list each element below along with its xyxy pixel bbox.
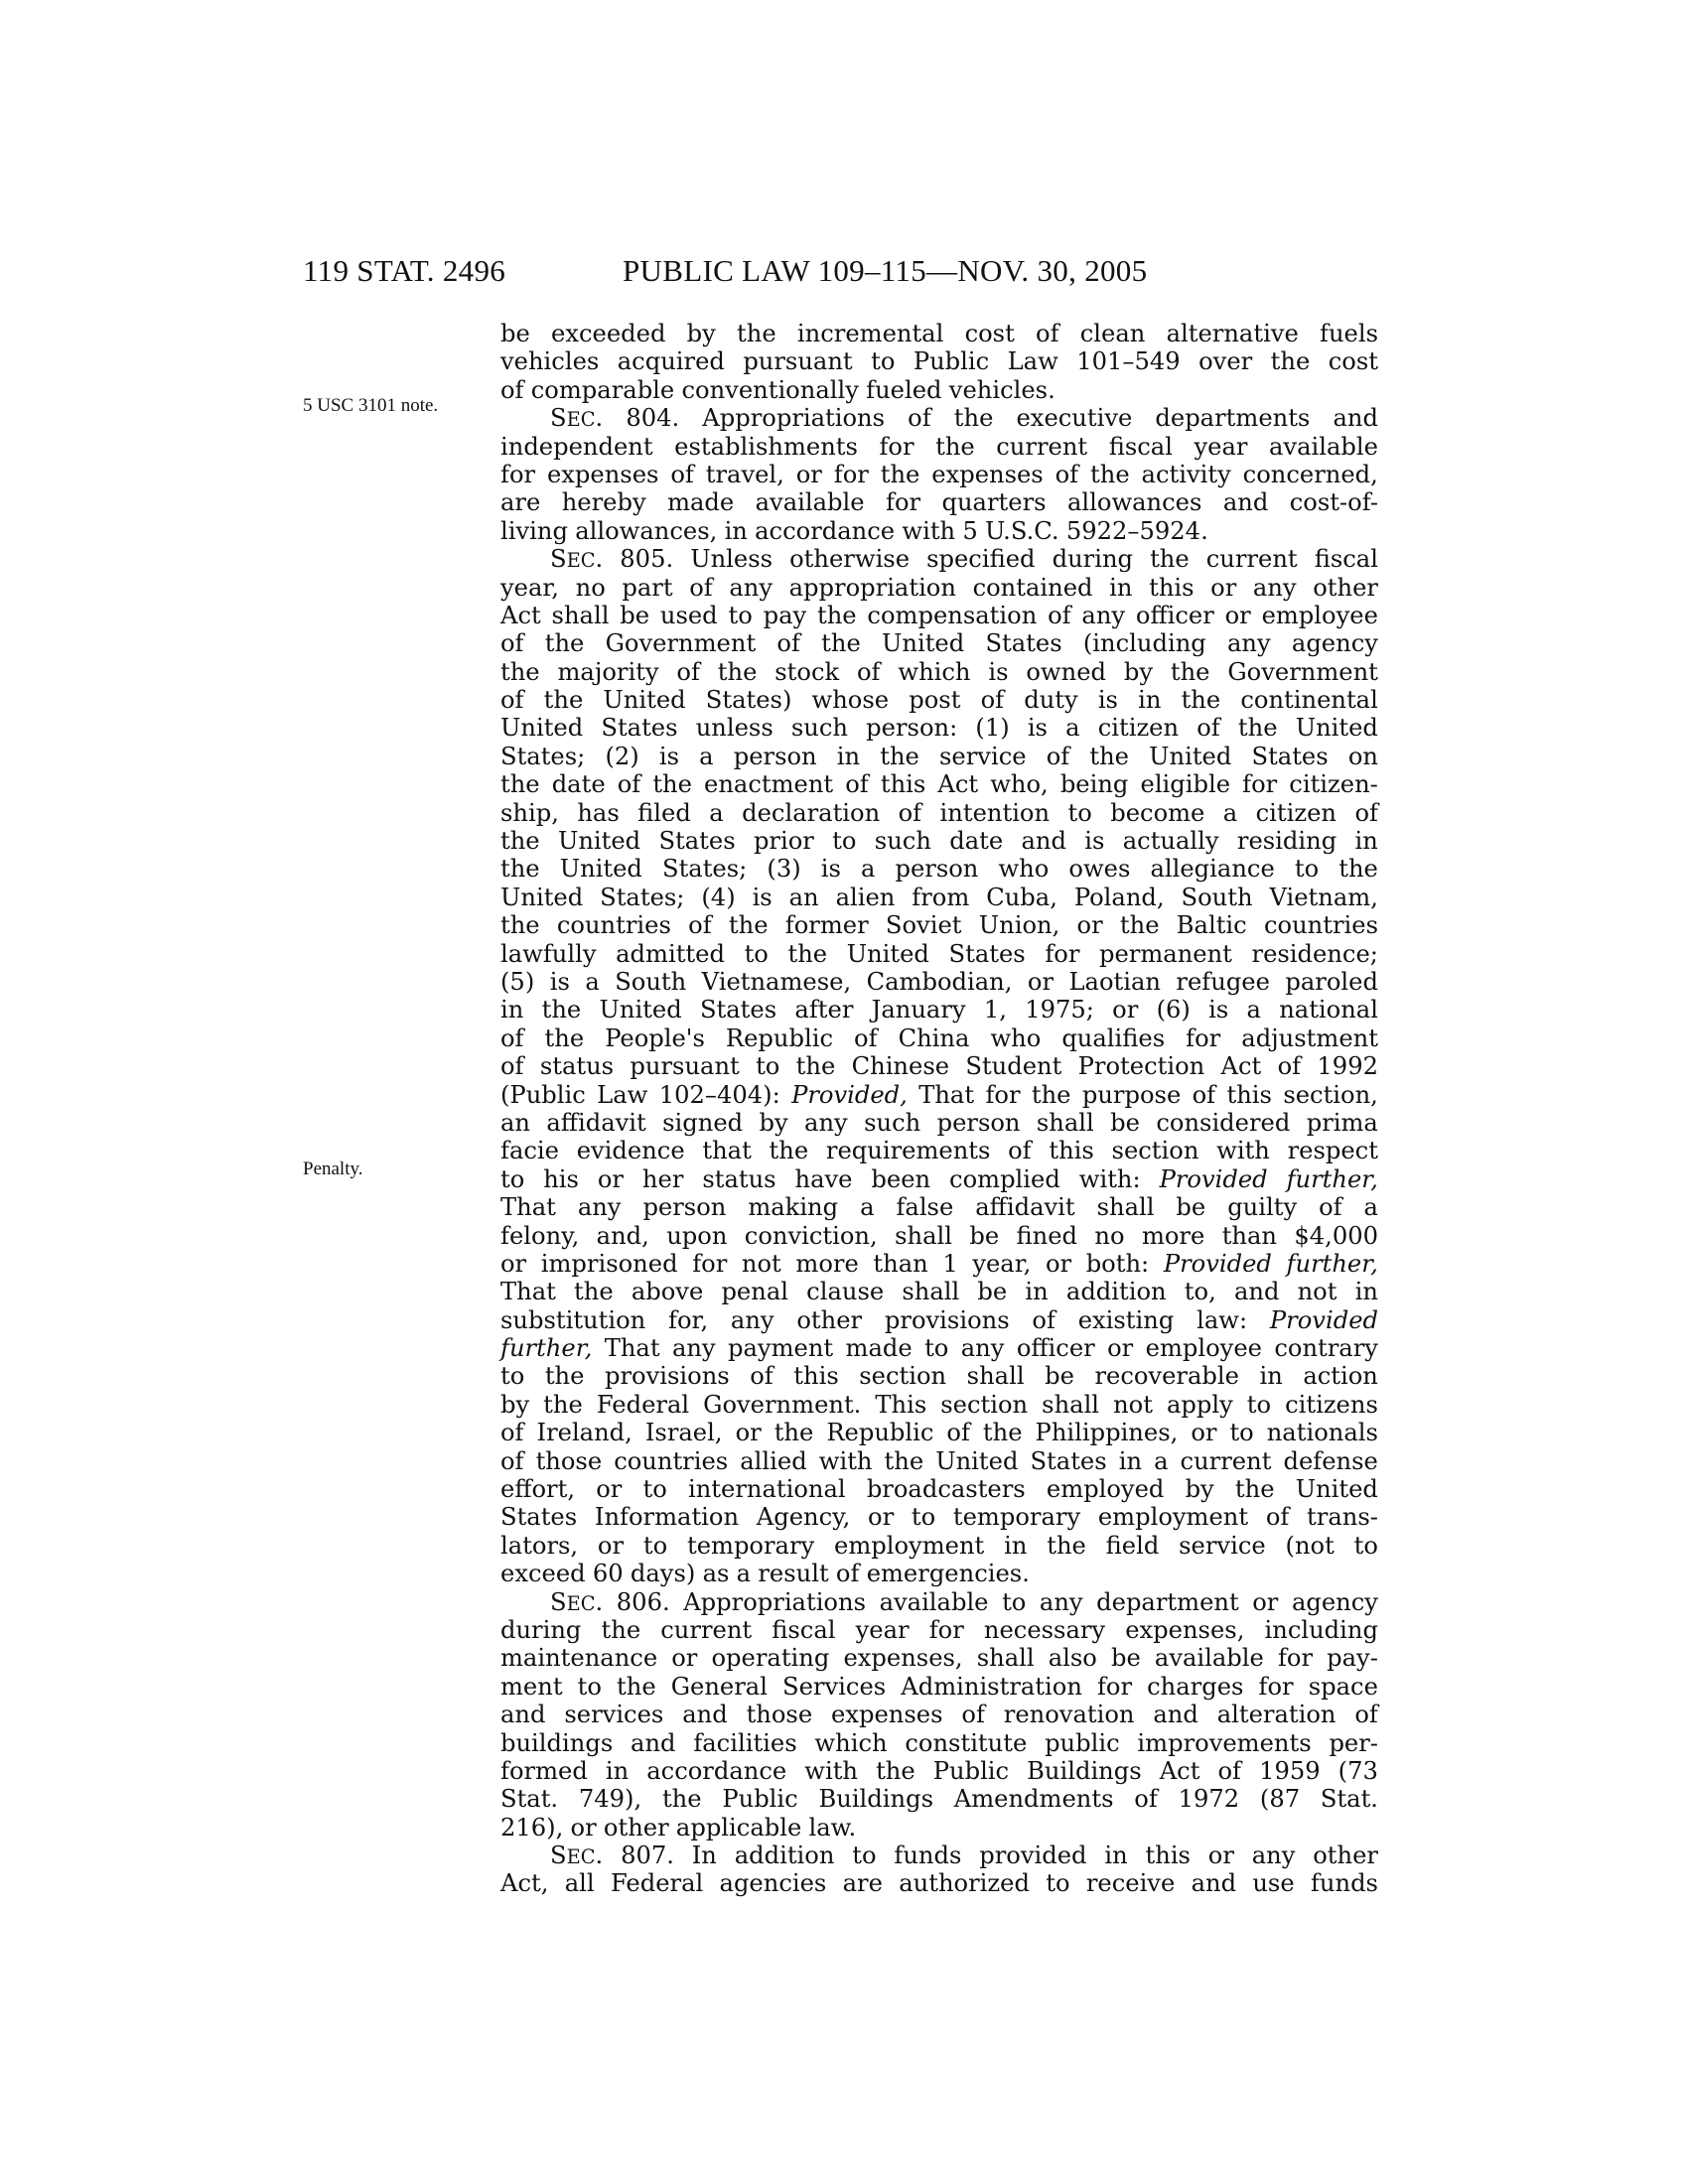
body-text xyxy=(500,320,1378,1898)
text-line: during the current fiscal year for necessary expenses, including xyxy=(500,1615,1378,1644)
text-line: SEC. 806. Appropriations available to any department or agency xyxy=(550,1587,1378,1616)
text-line: felony, and, upon conviction, shall be fined no more than $4,000 xyxy=(500,1221,1378,1250)
text-line: ment to the General Services Administration for charges for space xyxy=(500,1672,1378,1701)
text-line: Act, all Federal agencies are authorized to receive and use funds xyxy=(500,1869,1378,1898)
text-line: That the above penal clause shall be in addition to, and not in xyxy=(500,1278,1378,1306)
text-line: SEC. 804. Appropriations of the executive departments and xyxy=(550,404,1378,433)
text-line: the countries of the former Soviet Union, or the Baltic countries xyxy=(500,911,1378,940)
page-header xyxy=(303,253,1225,293)
text-line: independent establishments for the current fiscal year available xyxy=(500,432,1378,461)
text-line: Stat. 749), the Public Buildings Amendments of 1972 (87 Stat. xyxy=(500,1785,1378,1814)
text-line: of those countries allied with the United States in a current defense xyxy=(500,1446,1378,1475)
text-line: the date of the enactment of this Act who, being eligible for citizen- xyxy=(500,770,1378,799)
text-line: maintenance or operating expenses, shall also be available for pay- xyxy=(500,1644,1378,1673)
text-line: are hereby made available for quarters allowances and cost-of- xyxy=(500,488,1378,517)
text-line: effort, or to international broadcasters employed by the United xyxy=(500,1475,1378,1504)
text-line: (5) is a South Vietnamese, Cambodian, or Laotian refugee paroled xyxy=(500,967,1378,996)
text-line: and services and those expenses of renovation and alteration of xyxy=(500,1701,1378,1729)
text-line: States; (2) is a person in the service of the United States on xyxy=(500,742,1378,770)
text-line: ship, has filed a declaration of intention to become a citizen of xyxy=(500,798,1378,827)
text-line: lators, or to temporary employment in the field service (not to xyxy=(500,1531,1378,1560)
text-line: of the United States) whose post of duty is in the continental xyxy=(500,686,1378,715)
margin-note-usc: 5 USC 3101 note. xyxy=(303,395,439,416)
text-line: the United States; (3) is a person who owes allegiance to the xyxy=(500,855,1378,884)
text-line: of comparable conventionally fueled vehicles. xyxy=(500,375,1055,404)
text-line: the majority of the stock of which is owned by the Government xyxy=(500,657,1378,686)
text-line: (Public Law 102–404): Provided, That for the purpose of this section, xyxy=(500,1080,1378,1109)
text-line: to his or her status have been complied with: Provided further, xyxy=(500,1164,1378,1193)
text-line: of status pursuant to the Chinese Student Protection Act of 1992 xyxy=(500,1052,1378,1081)
text-line: of the People's Republic of China who qualifies for adjustment xyxy=(500,1024,1378,1052)
text-line: year, no part of any appropriation contained in this or any other xyxy=(500,573,1378,602)
text-line: or imprisoned for not more than 1 year, or both: Provided further, xyxy=(500,1249,1378,1278)
text-line: formed in accordance with the Public Buildings Act of 1959 (73 xyxy=(500,1756,1378,1785)
text-line: lawfully admitted to the United States for permanent residence; xyxy=(500,939,1378,968)
text-line: facie evidence that the requirements of this section with respect xyxy=(500,1137,1378,1165)
public-law-title: PUBLIC LAW 109–115—NOV. 30, 2005 xyxy=(623,253,1148,288)
text-line: in the United States after January 1, 1975; or (6) is a national xyxy=(500,996,1378,1024)
text-line: States Information Agency, or to temporary employment of trans- xyxy=(500,1503,1378,1532)
text-line: of the Government of the United States (including any agency xyxy=(500,629,1378,658)
text-line: SEC. 807. In addition to funds provided in this or any other xyxy=(550,1842,1378,1870)
text-line: exceed 60 days) as a result of emergencies. xyxy=(500,1560,1030,1588)
text-line: SEC. 805. Unless otherwise specified during the current fiscal xyxy=(550,545,1378,574)
text-line: living allowances, in accordance with 5 U.S.C. 5922–5924. xyxy=(500,516,1208,545)
text-line: of Ireland, Israel, or the Republic of the Philippines, or to nationals xyxy=(500,1419,1378,1447)
text-line: to the provisions of this section shall be recoverable in action xyxy=(500,1362,1378,1391)
text-line: United States unless such person: (1) is a citizen of the United xyxy=(500,714,1378,743)
text-line: an affidavit signed by any such person shall be considered prima xyxy=(500,1108,1378,1137)
text-line: vehicles acquired pursuant to Public Law 101–549 over the cost xyxy=(500,347,1378,376)
text-line: buildings and facilities which constitute public improvements per- xyxy=(500,1728,1378,1757)
text-line: by the Federal Government. This section shall not apply to citizens xyxy=(500,1390,1378,1419)
text-line: be exceeded by the incremental cost of clean alternative fuels xyxy=(500,320,1378,347)
text-line: Act shall be used to pay the compensation of any officer or employee xyxy=(500,601,1378,629)
statute-page-reference: 119 STAT. 2496 xyxy=(303,253,506,288)
text-line: 216), or other applicable law. xyxy=(500,1813,857,1842)
text-line: United States; (4) is an alien from Cuba, Poland, South Vietnam, xyxy=(500,883,1378,911)
text-line: further, That any payment made to any officer or employee contrary xyxy=(500,1334,1378,1363)
text-line: substitution for, any other provisions of existing law: Provided xyxy=(500,1305,1378,1334)
text-line: the United States prior to such date and is actually residing in xyxy=(500,827,1378,856)
margin-note-penalty: Penalty. xyxy=(303,1159,363,1179)
text-line: That any person making a false affidavit shall be guilty of a xyxy=(500,1193,1378,1222)
text-line: for expenses of travel, or for the expenses of the activity concerned, xyxy=(500,460,1378,488)
